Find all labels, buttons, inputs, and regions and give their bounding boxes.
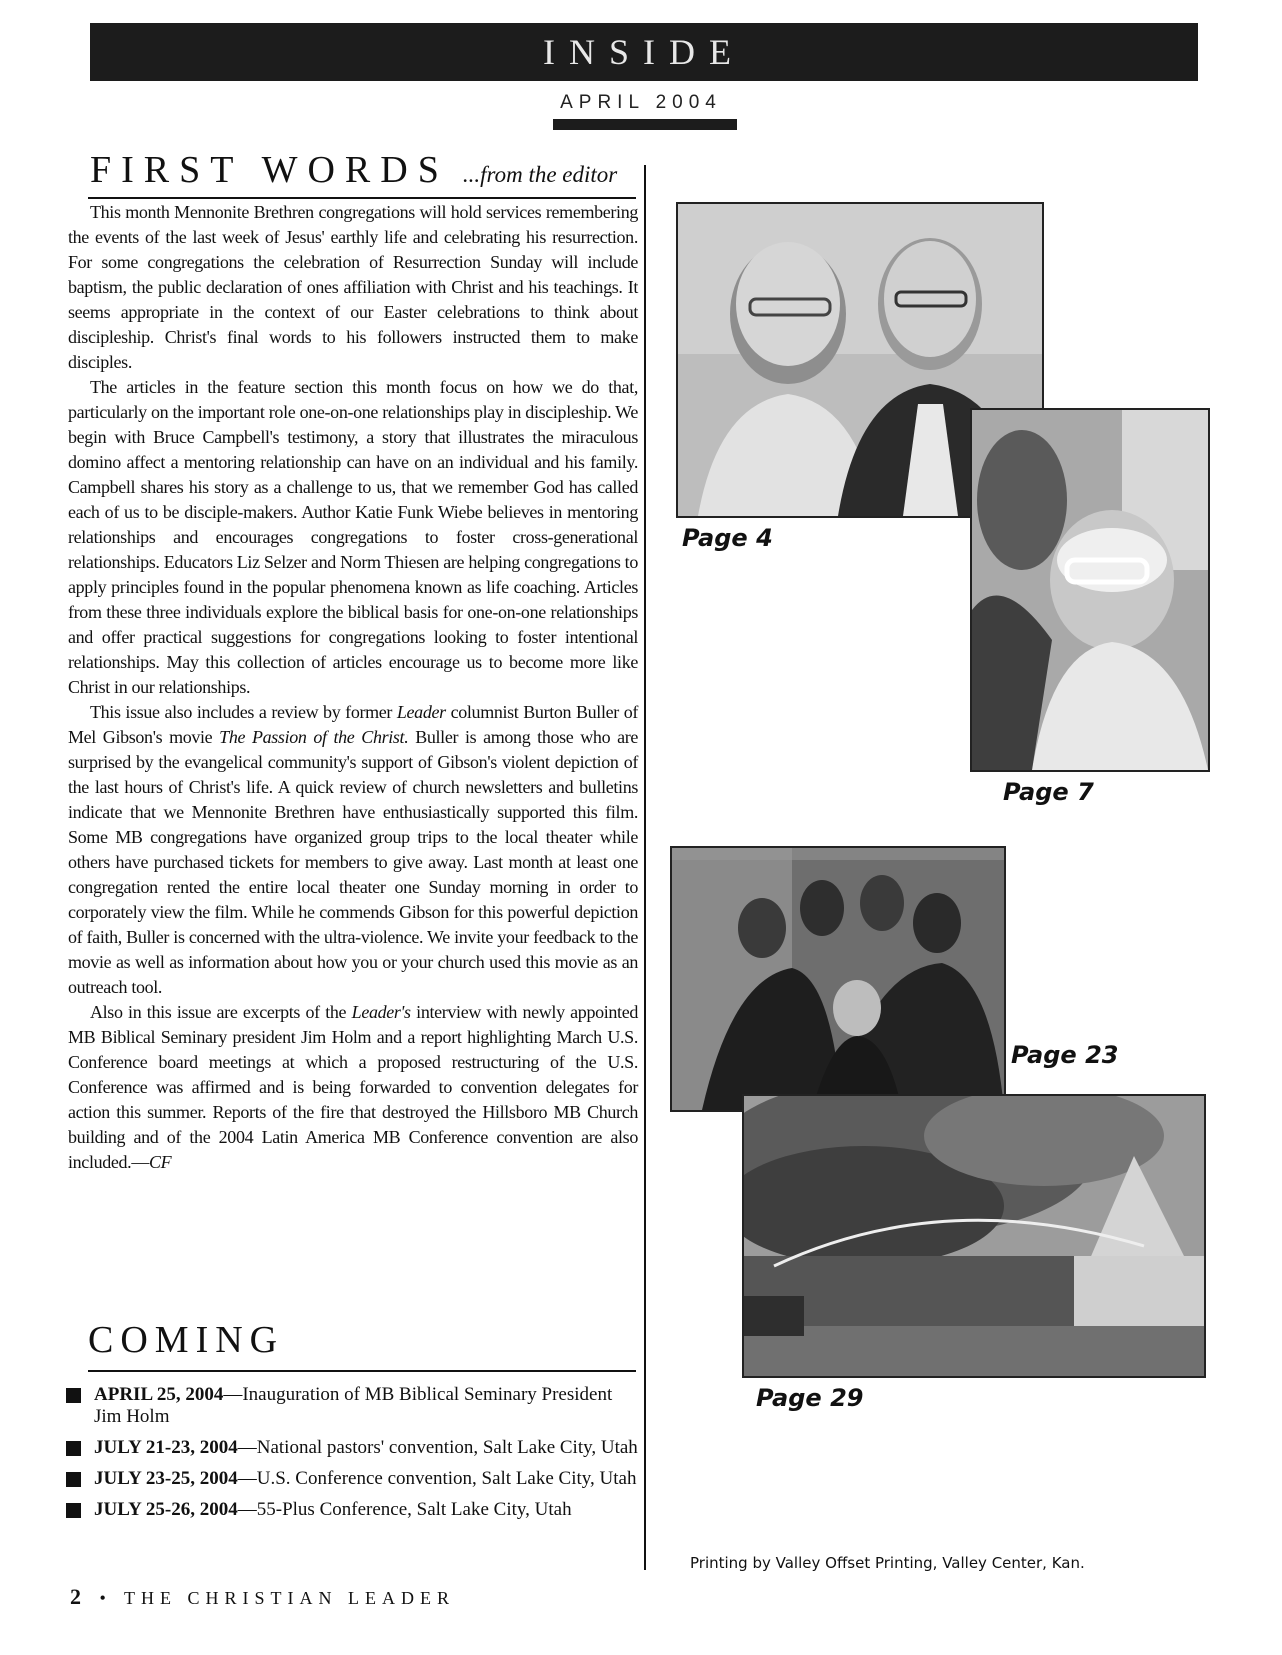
- editorial-body: [68, 200, 638, 1175]
- event-date: JULY 25-26, 2004: [94, 1499, 238, 1520]
- paragraph-text: This month Mennonite Brethren congregations will hold services remembering the events of the last week of Jesus' earthly life and celebrating his resurrection. For some congregations the celebration of Resurrection Sunday will include baptism, the public declaration of ones affiliation with Christ and his teachings. It seems appropriate in the context of our Easter celebrations to think about discipleship. Christ's final words to his followers instructed them to make disciples.: [68, 202, 638, 372]
- issue-date: APRIL 2004: [560, 92, 722, 113]
- event-description: —Inauguration of MB Biblical Seminary President Jim Holm: [94, 1384, 613, 1427]
- prayer-group-illustration: [672, 848, 1004, 1110]
- church-fire-illustration: [744, 1096, 1204, 1376]
- coming-rule: [88, 1370, 636, 1372]
- first-words-rule: [88, 197, 636, 199]
- paragraph-text: columnist Burton Buller of Mel Gibson's movie: [68, 702, 638, 747]
- square-bullet-icon: [66, 1441, 81, 1456]
- event-description: —55-Plus Conference, Salt Lake City, Utah: [237, 1499, 572, 1520]
- square-bullet-icon: [66, 1388, 81, 1403]
- editorial-paragraph: [68, 1000, 638, 1175]
- coming-event: [62, 1437, 642, 1459]
- coming-event: [62, 1468, 642, 1490]
- printing-credit: Printing by Valley Offset Printing, Valley Center, Kan.: [690, 1554, 1085, 1572]
- page-number: 2: [70, 1584, 81, 1609]
- caption-page-4: Page 4: [682, 524, 773, 552]
- coming-events-list: [62, 1384, 642, 1530]
- publication-name: THE CHRISTIAN LEADER: [124, 1588, 455, 1608]
- coming-title: COMING: [88, 1319, 285, 1361]
- editorial-paragraph: [68, 375, 638, 700]
- square-bullet-icon: [66, 1503, 81, 1518]
- italic-text: Leader: [396, 702, 446, 722]
- editorial-paragraph: [68, 200, 638, 375]
- first-words-title: FIRST WORDS: [90, 149, 449, 191]
- paragraph-text: Also in this issue are excerpts of the: [90, 1002, 352, 1022]
- footer-bullet: •: [99, 1588, 106, 1608]
- italic-text: CF: [148, 1152, 172, 1172]
- section-title: INSIDE: [543, 32, 745, 72]
- coming-event: [62, 1499, 642, 1521]
- photo-hug: [970, 408, 1210, 772]
- event-date: JULY 21-23, 2004: [94, 1437, 238, 1458]
- photo-prayer-group: [670, 846, 1006, 1112]
- first-words-heading: [90, 148, 630, 192]
- column-divider: [644, 165, 646, 1570]
- page-footer: [70, 1584, 455, 1610]
- caption-page-23: Page 23: [1011, 1041, 1119, 1069]
- photo-church-fire: [742, 1094, 1206, 1378]
- hug-illustration: [972, 410, 1208, 770]
- caption-page-29: Page 29: [756, 1384, 864, 1412]
- paragraph-text: The articles in the feature section this month focus on how we do that, particularly on the important role one-on-one relationships play in discipleship. We begin with Bruce Campbell's testimony, a story that illustrates the miraculous domino affect a mentoring relationship can have on an individual and his family. Campbell shares his story as a challenge to us, that we remember God has called each of us to be disciple-makers. Author Katie Funk Wiebe believes in mentoring relationships and encourages congregations to foster cross-generational relationships. Educators Liz Selzer and Norm Thiesen are helping congregations to apply principles found in the popular phenomena known as life coaching. Articles from these three individuals explore the biblical basis for one-on-one relationships and offer practical suggestions for congregations looking to foster intentional relationships. May this collection of articles encourage us to become more like Christ in our relationships.: [68, 377, 638, 697]
- paragraph-text: interview with newly appointed MB Biblical Seminary president Jim Holm and a report highlighting March U.S. Conference board meetings at which a proposed restructuring of the U.S. Conference was affirmed and is being forwarded to convention delegates for action this summer. Reports of the fire that destroyed the Hillsboro MB Church building and of the 2004 Latin America MB Conference convention are also included.—: [68, 1002, 638, 1172]
- editorial-paragraph: [68, 700, 638, 1000]
- event-date: APRIL 25, 2004: [94, 1384, 224, 1405]
- coming-event: [62, 1384, 642, 1428]
- paragraph-text: Buller is among those who are surprised by the evangelical community's support of Gibson's violent depiction of the last hours of Christ's life. A quick review of church newsletters and bulletins indicate that we Mennonite Brethren have enthusiastically supported this film. Some MB congregations have organized group trips to the local theater while others have purchased tickets for members to give away. Last month at least one congregation rented the entire local theater one Sunday morning in order to corporately view the film. While he commends Gibson for this powerful depiction of faith, Buller is concerned with the ultra-violence. We invite your feedback to the movie as well as information about how you or your church used this movie as an outreach tool.: [68, 727, 638, 997]
- caption-page-7: Page 7: [1003, 778, 1094, 806]
- italic-text: Leader's: [351, 1002, 411, 1022]
- paragraph-text: This issue also includes a review by former: [90, 702, 397, 722]
- square-bullet-icon: [66, 1472, 81, 1487]
- event-date: JULY 23-25, 2004: [94, 1468, 238, 1489]
- inside-banner: [90, 23, 1198, 81]
- event-description: —U.S. Conference convention, Salt Lake City, Utah: [237, 1468, 637, 1489]
- first-words-subtitle: ...from the editor: [462, 162, 618, 187]
- italic-text: The Passion of the Christ.: [219, 727, 409, 747]
- date-underline-bar: [553, 119, 737, 130]
- event-description: —National pastors' convention, Salt Lake City, Utah: [237, 1437, 638, 1458]
